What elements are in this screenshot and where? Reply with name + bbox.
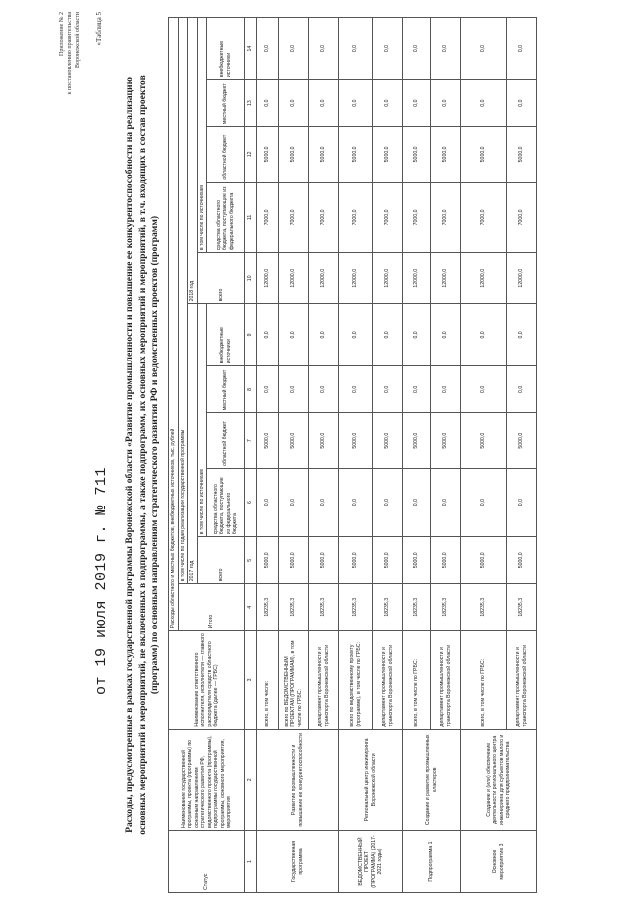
row-gpbs: департамент промышленности и транспорта Воронежской области — [373, 631, 403, 729]
cell-v18: 12000,0 — [279, 253, 309, 304]
cell-o18: 0,0 — [339, 18, 373, 80]
cell-itogo: 18235,3 — [279, 584, 309, 631]
row-status: Государственная программа — [257, 831, 339, 893]
cell-itogo: 18235,3 — [257, 584, 279, 631]
cell-itogo: 18235,3 — [309, 584, 339, 631]
cell-v17: 5000,0 — [257, 537, 279, 584]
cell-r18: 5000,0 — [461, 127, 507, 183]
header-itogo: Итого — [178, 584, 245, 631]
cell-v17: 5000,0 — [339, 537, 373, 584]
cell-o18: 0,0 — [309, 18, 339, 80]
appendix-line: Приложение № 2 — [59, 12, 65, 56]
cell-l17: 0,0 — [279, 366, 309, 413]
cell-o17: 0,0 — [461, 304, 507, 366]
cell-l18: 0,0 — [309, 80, 339, 127]
row-status: ВЕДОМСТВЕННЫЙ ПРОЕКТ (ПРОГРАММА) (2017-2021 годы) — [339, 831, 403, 893]
row-status: Основное мероприятие 3 — [461, 831, 537, 893]
cell-l18: 0,0 — [507, 80, 537, 127]
header-year-2017: 2017 год — [188, 304, 198, 584]
cell-f17: 0,0 — [507, 468, 537, 536]
header-regional-2017: областной бюджет — [207, 413, 245, 469]
cell-f18: 7000,0 — [339, 182, 373, 253]
cell-o18: 0,0 — [461, 18, 507, 80]
cell-l18: 0,0 — [279, 80, 309, 127]
column-number: 11 — [245, 182, 257, 253]
cell-f18: 7000,0 — [461, 182, 507, 253]
cell-r17: 5000,0 — [339, 413, 373, 469]
cell-r18: 5000,0 — [279, 127, 309, 183]
cell-v18: 12000,0 — [507, 253, 537, 304]
cell-v17: 5000,0 — [431, 537, 461, 584]
cell-r18: 5000,0 — [431, 127, 461, 183]
cell-f17: 0,0 — [257, 468, 279, 536]
cell-o17: 0,0 — [507, 304, 537, 366]
cell-v18: 12000,0 — [431, 253, 461, 304]
row-gpbs: всего, в том числе по ГРБС: — [403, 631, 431, 729]
row-gpbs: департамент промышленности и транспорта Воронежской области — [309, 631, 339, 729]
header-status: Статус — [169, 831, 245, 893]
cell-o18: 0,0 — [257, 18, 279, 80]
cell-f17: 0,0 — [403, 468, 431, 536]
header-expenses: Расходы областного и местных бюджетов, внебюджетных источников, тыс. рублей — [169, 18, 179, 631]
header-vsego-2017: всего — [197, 537, 245, 584]
cell-o17: 0,0 — [339, 304, 373, 366]
row-gpbs: всего по ВЕДОМСТВЕННЫМ ПРОЕКТАМ (ПРОГРАММАМ), в том числе по ГРБС: — [279, 631, 309, 729]
cell-o17: 0,0 — [403, 304, 431, 366]
cell-f18: 7000,0 — [373, 182, 403, 253]
cell-itogo: 18235,3 — [403, 584, 431, 631]
cell-l17: 0,0 — [309, 366, 339, 413]
column-number: 1 — [245, 831, 257, 893]
cell-f17: 0,0 — [373, 468, 403, 536]
cell-r17: 5000,0 — [279, 413, 309, 469]
cell-f17: 0,0 — [309, 468, 339, 536]
column-number: 10 — [245, 253, 257, 304]
header-regional-2018: областной бюджет — [207, 127, 245, 183]
header-sources-2017: в том числе по источникам — [197, 304, 207, 537]
cell-l17: 0,0 — [403, 366, 431, 413]
header-sources-2018: в том числе по источникам — [197, 18, 207, 253]
cell-o18: 0,0 — [373, 18, 403, 80]
row-name: Создание и (или) обеспечение деятельности регионального центра инжиниринга для субъектов малого и среднего предпринимательства — [461, 729, 537, 830]
table-row — [257, 18, 279, 893]
column-number: 6 — [245, 468, 257, 536]
header-local-2017: местный бюджет — [207, 366, 245, 413]
table-label: «Таблица 5 — [95, 12, 103, 46]
row-status: Подпрограмма 1 — [403, 831, 461, 893]
cell-o18: 0,0 — [279, 18, 309, 80]
column-number: 14 — [245, 18, 257, 80]
cell-r17: 5000,0 — [403, 413, 431, 469]
cell-v17: 5000,0 — [373, 537, 403, 584]
header-federal-2018: средства областного бюджета, поступающие из федерального бюджета — [207, 182, 245, 253]
column-number: 8 — [245, 366, 257, 413]
cell-v17: 5000,0 — [461, 537, 507, 584]
cell-r18: 5000,0 — [403, 127, 431, 183]
column-number: 13 — [245, 80, 257, 127]
cell-l18: 0,0 — [339, 80, 373, 127]
table-row — [339, 18, 373, 893]
cell-v18: 12000,0 — [403, 253, 431, 304]
header-local-2018: местный бюджет — [207, 80, 245, 127]
cell-v17: 5000,0 — [309, 537, 339, 584]
header-offbudget-2018: внебюджетные источники — [207, 18, 245, 80]
cell-o17: 0,0 — [309, 304, 339, 366]
cell-v18: 12000,0 — [373, 253, 403, 304]
row-gpbs: всего, в том числе: — [257, 631, 279, 729]
cell-f17: 0,0 — [431, 468, 461, 536]
cell-l17: 0,0 — [339, 366, 373, 413]
cell-o18: 0,0 — [403, 18, 431, 80]
cell-itogo: 18235,3 — [507, 584, 537, 631]
cell-r18: 5000,0 — [309, 127, 339, 183]
cell-o18: 0,0 — [431, 18, 461, 80]
header-gpbs: Наименование ответственного исполнителя, исполнителя — главного распорядителя средств областного бюджета (далее — ГРБС) — [169, 631, 245, 729]
cell-v17: 5000,0 — [403, 537, 431, 584]
cell-l18: 0,0 — [403, 80, 431, 127]
cell-r17: 5000,0 — [309, 413, 339, 469]
expenses-table — [168, 17, 537, 893]
header-year-2018: 2018 год — [188, 18, 198, 304]
row-name: Региональный центр инжиниринга Воронежской области — [339, 729, 403, 830]
cell-f17: 0,0 — [461, 468, 507, 536]
cell-f17: 0,0 — [279, 468, 309, 536]
cell-v18: 12000,0 — [309, 253, 339, 304]
cell-f18: 7000,0 — [279, 182, 309, 253]
cell-l18: 0,0 — [461, 80, 507, 127]
cell-r17: 5000,0 — [431, 413, 461, 469]
cell-r18: 5000,0 — [339, 127, 373, 183]
cell-r18: 5000,0 — [507, 127, 537, 183]
table-row — [403, 18, 431, 893]
cell-l18: 0,0 — [431, 80, 461, 127]
cell-f18: 7000,0 — [309, 182, 339, 253]
cell-o17: 0,0 — [257, 304, 279, 366]
cell-v18: 12000,0 — [461, 253, 507, 304]
column-number: 12 — [245, 127, 257, 183]
cell-v18: 12000,0 — [257, 253, 279, 304]
cell-o17: 0,0 — [373, 304, 403, 366]
table-body — [257, 18, 537, 893]
cell-l17: 0,0 — [461, 366, 507, 413]
header-federal-2017: средства областного бюджета, поступающие из федерального бюджета — [207, 468, 245, 536]
column-number: 2 — [245, 729, 257, 830]
cell-f18: 7000,0 — [431, 182, 461, 253]
cell-itogo: 18235,3 — [373, 584, 403, 631]
cell-l18: 0,0 — [373, 80, 403, 127]
cell-l17: 0,0 — [257, 366, 279, 413]
cell-r17: 5000,0 — [507, 413, 537, 469]
date-stamp: от 19 июля 2019 г. № 711 — [93, 466, 110, 695]
column-number: 3 — [245, 631, 257, 729]
cell-r17: 5000,0 — [373, 413, 403, 469]
cell-r18: 5000,0 — [373, 127, 403, 183]
row-gpbs: всего, в том числе по ГРБС: — [461, 631, 507, 729]
cell-l17: 0,0 — [431, 366, 461, 413]
column-number: 5 — [245, 537, 257, 584]
cell-f18: 7000,0 — [403, 182, 431, 253]
row-name: Развитие промышленности и повышение ее конкурентоспособности — [257, 729, 339, 830]
cell-v17: 5000,0 — [279, 537, 309, 584]
column-number: 7 — [245, 413, 257, 469]
row-name: Создание и развитие промышленных кластеров — [403, 729, 461, 830]
cell-v18: 12000,0 — [339, 253, 373, 304]
cell-o18: 0,0 — [507, 18, 537, 80]
cell-itogo: 18235,3 — [461, 584, 507, 631]
cell-r18: 5000,0 — [257, 127, 279, 183]
header-name: Наименование государственной программы, проекта (программы) по основным направлениям стратегического развития РФ, ведомственного проекта (программы), подпрограммы государственной программы, основного мероприятия, мероприятия — [169, 729, 245, 830]
cell-itogo: 18235,3 — [339, 584, 373, 631]
row-gpbs: всего по ведомственному проекту (программе), в том числе по ГРБС: — [339, 631, 373, 729]
column-number: 9 — [245, 304, 257, 366]
cell-f18: 7000,0 — [257, 182, 279, 253]
row-gpbs: департамент промышленности и транспорта Воронежской области — [431, 631, 461, 729]
cell-r17: 5000,0 — [461, 413, 507, 469]
appendix-line: Воронежской области — [75, 12, 81, 68]
appendix-note — [58, 12, 82, 94]
appendix-line: к постановлению правительства — [67, 12, 73, 95]
row-gpbs: департамент промышленности и транспорта Воронежской области — [507, 631, 537, 729]
cell-itogo: 18235,3 — [431, 584, 461, 631]
cell-o17: 0,0 — [279, 304, 309, 366]
cell-r17: 5000,0 — [257, 413, 279, 469]
table-row — [461, 18, 507, 893]
header-offbudget-2017: внебюджетные источники — [207, 304, 245, 366]
document-title: Расходы, предусмотренные в рамках государственной программы Воронежской области «Развитие промышленности и повышение ее конкурентоспособности на реализацию основных мероприятий и мероприятий, не включенных в подпрограммы, а также подпрограмм, их основных мероприятий и мероприятий, в т.ч. входящих в состав проектов (программ) по основным направлениям стратегического развития РФ и ведомственных проектов (программ) — [124, 75, 160, 835]
cell-o17: 0,0 — [431, 304, 461, 366]
cell-l18: 0,0 — [257, 80, 279, 127]
column-number: 4 — [245, 584, 257, 631]
cell-v17: 5000,0 — [507, 537, 537, 584]
header-by-years: в том числе по годам реализации государственной программы — [178, 18, 188, 584]
cell-f17: 0,0 — [339, 468, 373, 536]
cell-l17: 0,0 — [507, 366, 537, 413]
column-number-row — [245, 18, 257, 893]
cell-f18: 7000,0 — [507, 182, 537, 253]
cell-l17: 0,0 — [373, 366, 403, 413]
header-vsego-2018: всего — [197, 253, 245, 304]
